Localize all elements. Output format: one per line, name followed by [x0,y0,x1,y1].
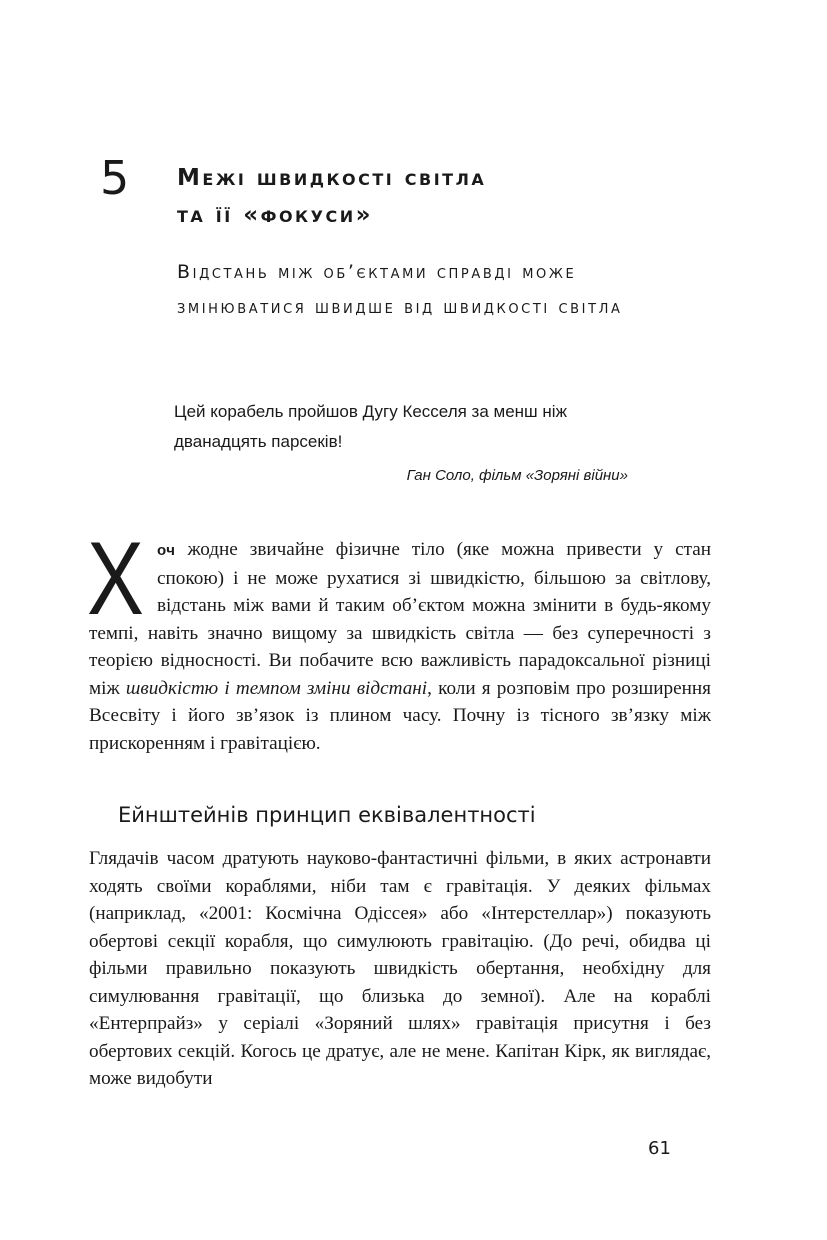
chapter-title [177,160,737,234]
chapter-title-line-1: Межі швидкості світла [177,165,487,191]
intro-paragraph [87,521,711,757]
chapter-title-line-2: та її «фокуси» [177,202,373,228]
chapter-subtitle-line-2: змінюватися швидше від швидкості світла [177,296,623,318]
drop-cap: Х [87,521,144,637]
chapter-subtitle-line-1: Відстань між об’єктами справді може [177,261,577,283]
section-heading: Ейнштейнів принцип еквівалентності [118,803,536,827]
intro-emphasis: швидкістю і темпом зміни відстані [125,677,428,699]
epigraph-quote-line-1: Цей корабель пройшов Дугу Кесселя за менш ніж [174,402,567,421]
chapter-subtitle [177,255,777,325]
section-paragraph: Глядачів часом дратують науково-фантастичні фільми, в яких астронавти ходять своїми кораблями, ніби там є гравітація. У деяких фільмах (наприклад, «2001: Космічна Одіссея» або «Інтерстеллар») показують обертові секції корабля, що симулюють гравітацію. (До речі, обидва ці фільми правильно показують швидкість обертання, необхідну для симулювання гравітації, що близька до земної). Але на кораблі «Ентерпрайз» у серіалі «Зоряний шлях» гравітація присутня і без обертових секцій. Когось це дратує, але не мене. Капітан Кірк, як виглядає, може видобути [89,848,711,1089]
page-number: 61 [648,1138,671,1159]
chapter-number: 5 [100,151,130,205]
intro-text-part-2: , коли я розповім про розширення Всесвіту і його зв’язок із плином часу. Почну із тісного зв’язку між прискоренням і гравітацією. [89,677,711,754]
lead-in: оч [157,542,176,559]
epigraph-quote-line-2: дванадцять парсеків! [174,432,343,451]
epigraph-quote [174,397,634,457]
intro-text-part-1: жодне звичайне фізичне тіло (яке можна привести у стан спокою) і не може рухатися зі швидкістю, більшою за світлову, відстань між вами й таким об’єктом можна змінити в будь-якому темпі, навіть значно вищому за швидкість світла — без суперечності з теорією відносності. Ви побачите всю важливість парадоксальної різниці між [89,539,711,699]
epigraph-attribution: Ган Соло, фільм «Зоряні війни» [406,467,628,484]
